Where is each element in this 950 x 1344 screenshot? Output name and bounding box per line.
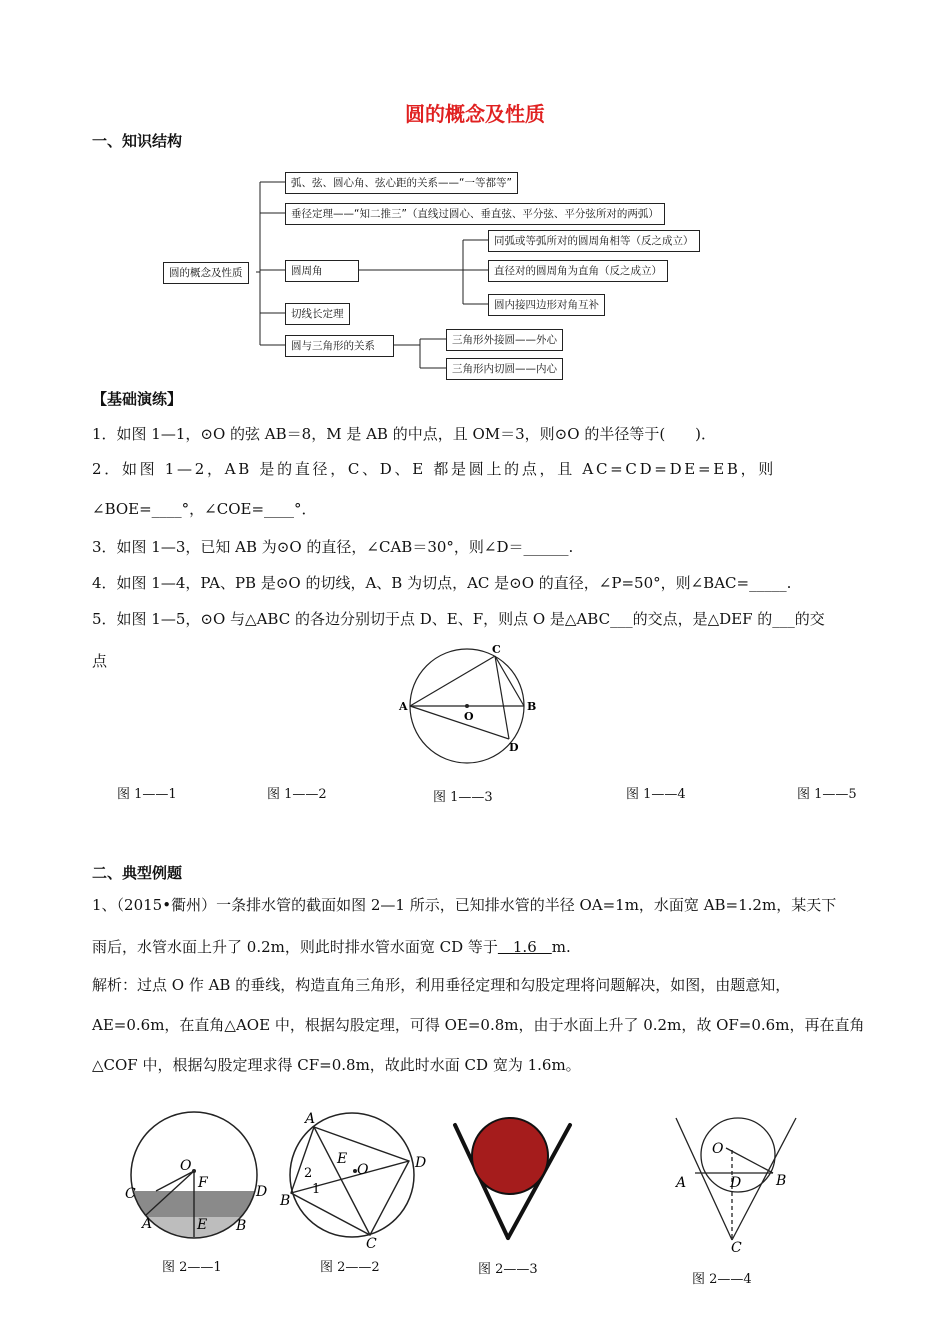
caption-fig-1-3: 图 1——3 <box>433 790 493 805</box>
tree-node-circumcircle: 三角形外接圆——外心 <box>446 329 563 351</box>
caption-fig-2-3: 图 2——3 <box>478 1262 538 1277</box>
tree-node-cyclic-quad: 圆内接四边形对角互补 <box>488 294 605 316</box>
practice-heading: 【基础演练】 <box>92 390 183 408</box>
caption-fig-2-2: 图 2——2 <box>320 1260 380 1275</box>
fig21-label-f: F <box>198 1175 208 1191</box>
tree-node-inscribed-angle: 圆周角 <box>285 260 359 282</box>
example-1-line-1: 1、（2015•衢州）一条排水管的截面如图 2—1 所示，已知排水管的半径 OA=1m，水面宽 AB=1.2m，某天下 <box>92 896 837 914</box>
tree-node-same-arc: 同弧或等弧所对的圆周角相等（反之成立） <box>488 230 700 252</box>
fig22-label-c: C <box>366 1236 377 1250</box>
fig21-label-o: O <box>180 1158 192 1174</box>
fig13-label-d: D <box>509 741 519 754</box>
solution-line-2: AE=0.6m，在直角△AOE 中，根据勾股定理，可得 OE=0.8m，由于水面上升了 0.2m，故 OF=0.6m，再在直角 <box>92 1016 865 1034</box>
example-1-unit: m. <box>551 938 571 956</box>
fig21-label-d: D <box>256 1184 268 1200</box>
fig13-label-b: B <box>527 700 537 713</box>
example-1-prefix: 雨后，水管水面上升了 0.2m，则此时排水管水面宽 CD 等于 <box>92 938 498 956</box>
fig22-angle-1: 1 <box>312 1182 321 1197</box>
fig24-label-a: A <box>676 1175 687 1191</box>
caption-fig-1-5: 图 1——5 <box>797 787 857 802</box>
fig23-ball <box>472 1118 548 1194</box>
question-4: 4．如图 1—4，PA、PB 是⊙O 的切线，A、B 为切点，AC 是⊙O 的直径，∠P=50°，则∠BAC=_____. <box>92 574 792 592</box>
solution-line-1: 解析：过点 O 作 AB 的垂线，构造直角三角形，利用垂径定理和勾股定理将问题解决，如图，由题意知， <box>92 976 791 994</box>
page-title: 圆的概念及性质 <box>405 102 545 126</box>
question-3: 3．如图 1—3，已知 AB 为⊙O 的直径，∠CAB＝30°，则∠D＝______. <box>92 538 574 556</box>
caption-fig-1-2: 图 1——2 <box>267 787 327 802</box>
tree-node-perpendicular-diameter: 垂径定理——“知二推三”（直线过圆心、垂直弦、平分弦、平分弦所对的两弧） <box>285 203 665 225</box>
figure-2-1 <box>118 1105 278 1245</box>
example-1-line-2 <box>92 937 571 957</box>
fig22-angle-2: 2 <box>304 1166 313 1181</box>
example-1-answer: 1.6 <box>497 938 552 956</box>
question-5-line-1: 5．如图 1—5，⊙O 与△ABC 的各边分别切于点 D、E、F，则点 O 是△ABC___的交点，是△DEF 的___的交 <box>92 610 825 628</box>
tree-node-tangent-length: 切线长定理 <box>285 303 350 325</box>
question-5-line-2: 点 <box>92 652 108 670</box>
fig13-label-a: A <box>399 700 408 713</box>
figure-1-3 <box>395 640 545 775</box>
tree-node-incircle: 三角形内切圆——内心 <box>446 358 563 380</box>
figure-2-3 <box>445 1100 580 1250</box>
fig21-label-a: A <box>142 1216 153 1232</box>
fig21-label-c: C <box>125 1186 136 1202</box>
fig22-label-b: B <box>280 1193 291 1209</box>
figure-2-4 <box>668 1105 808 1255</box>
caption-fig-1-4: 图 1——4 <box>626 787 686 802</box>
caption-fig-2-4: 图 2——4 <box>692 1272 752 1287</box>
question-2-line-1: 2．如图 1—2，AB 是的直径，C、D、E 都是圆上的点，且 AC=CD=DE=EB，则 <box>92 460 776 478</box>
fig21-label-e: E <box>197 1217 208 1233</box>
tree-node-diameter-right-angle: 直径对的圆周角为直角（反之成立） <box>488 260 668 282</box>
fig22-label-d: D <box>415 1155 427 1171</box>
fig24-label-d: D <box>730 1175 742 1191</box>
caption-fig-1-1: 图 1——1 <box>117 787 177 802</box>
fig24-label-b: B <box>776 1173 787 1189</box>
section-knowledge-heading: 一、知识结构 <box>92 132 183 150</box>
section-examples-heading: 二、典型例题 <box>92 864 183 882</box>
tree-root: 圆的概念及性质 <box>163 262 249 284</box>
fig13-label-c: C <box>492 643 501 656</box>
fig21-label-b: B <box>236 1218 247 1234</box>
fig24-label-o: O <box>712 1141 724 1157</box>
figure-2-2 <box>277 1105 437 1250</box>
fig24-label-c: C <box>731 1240 742 1255</box>
tree-node-circle-triangle: 圆与三角形的关系 <box>285 335 394 357</box>
fig13-label-o: O <box>464 710 474 723</box>
question-2-line-2: ∠BOE=____°，∠COE=____°． <box>92 500 317 518</box>
question-1: 1．如图 1—1，⊙O 的弦 AB＝8，M 是 AB 的中点，且 OM＝3，则⊙O 的半径等于( )． <box>92 425 717 443</box>
caption-fig-2-1: 图 2——1 <box>162 1260 222 1275</box>
solution-line-3: △COF 中，根据勾股定理求得 CF=0.8m，故此时水面 CD 宽为 1.6m。 <box>92 1056 581 1074</box>
fig22-label-a: A <box>305 1111 316 1127</box>
fig13-center-dot <box>465 704 469 708</box>
tree-node-arcs-chords: 弧、弦、圆心角、弦心距的关系——“一等都等” <box>285 172 518 194</box>
fig22-label-e: E <box>337 1151 348 1167</box>
fig22-label-o: O <box>357 1162 369 1178</box>
